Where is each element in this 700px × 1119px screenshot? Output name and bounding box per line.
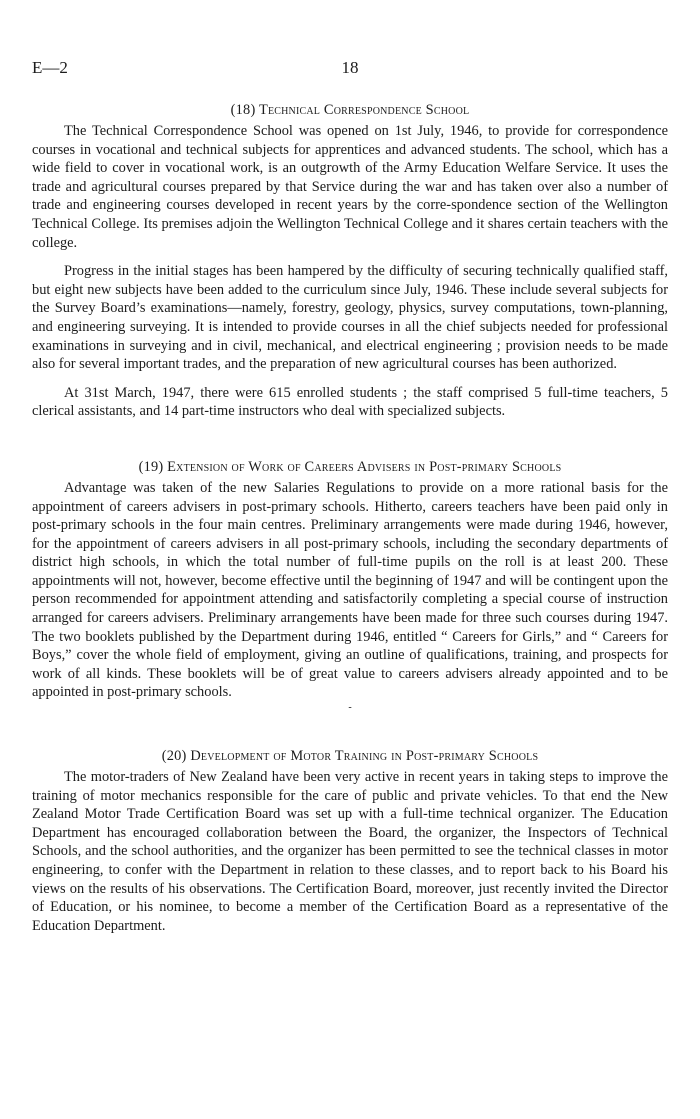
paragraph: The motor-traders of New Zealand have been very active in recent years in taking steps to improve the training of motor mechanics responsible for the care of public and private vehicles. To that end the New Zealand Motor Trade Certification Board was set up with a full-time technical organizer. The Education Department has encouraged collaboration between the Board, the organizer, the Inspectors of Technical Schools, and the school authorities, and the organizer has been permitted to see the technical classes in motor engineering, to confer with the Department in relation to these classes, and to report back to his Board his views on the results of his observations. The Certification Board, moreover, just recently invited the Director of Education, or his nominee, to become a member of the Certification Board as a representative of the Education Department. bbox=[32, 769, 668, 934]
paragraph: Advantage was taken of the new Salaries Regulations to provide on a more rational basis for the appointment of careers advisers in post-primary schools. Hitherto, careers teachers have been paid only in post-primary schools in the four main centres. Preliminary arrangements were made during 1946, however, for the appointment of careers advisers in all post-primary schools, including the secondary departments of district high schools, in which the total number of full-time pupils on the roll is at least 200. These appointments will not, however, become effective until the beginning of 1947 and will be contingent upon the person recommended for appointment attending and satisfactorily completing a special course of instruction arranged for careers advisers. Preliminary arrangements have been made for three such courses during 1947. The two booklets published by the Department during 1946, entitled “ Careers for Girls,” and “ Careers for Boys,” cover the whole field of employment, giving an outline of qualifications, training, and prospects for work of all kinds. These booklets will be of great value to careers advisers already appointed and to be appointed in post-primary schools. bbox=[32, 479, 668, 701]
paragraph: At 31st March, 1947, there were 615 enrolled students ; the staff comprised 5 full-time teachers, 5 clerical assistants, and 14 part-time instructors who deal with specialized subjects. bbox=[32, 384, 668, 420]
paragraph: Progress in the initial stages has been hampered by the difficulty of securing technically qualified staff, but eight new subjects have been added to the curriculum since July, 1946. These include several subjects for the Survey Board’s examinations—namely, forestry, geology, physics, survey computations, town-planning, and engineering surveying. It is intended to provide courses in all the chief subjects needed for professional examinations in surveying and in civil, mechanical, and electrical engineering ; provision needs to be made also for several important trades, and the preparation of new agricultural courses has been authorized. bbox=[32, 263, 668, 373]
section-heading: (19) Extension of Work of Careers Advisers in Post-primary Schools bbox=[138, 458, 562, 475]
running-head bbox=[32, 58, 668, 80]
section-18 bbox=[32, 100, 668, 421]
section-20 bbox=[32, 746, 668, 935]
section-marker: - bbox=[348, 702, 352, 714]
document-body bbox=[32, 100, 668, 935]
section-19 bbox=[32, 457, 668, 702]
section-heading: (18) Technical Correspondence School bbox=[230, 102, 470, 118]
section-heading: (20) Development of Motor Training in Post-primary Schools bbox=[161, 748, 539, 765]
document-reference: E—2 bbox=[32, 58, 68, 77]
paragraph: The Technical Correspondence School was opened on 1st July, 1946, to provide for correspondence courses in vocational and technical subjects for apprentices and advanced students. The school, which has a wide field to cover in vocational work, is an outgrowth of the Army Education Welfare Service. It uses the trade and agricultural courses prepared by that Service during the war and has taken over also a number of trade and engineering courses developed in recent years by the corre-spondence section of the Wellington Technical College. Its premises adjoin the Wellington Technical College and it shares certain teachers with the college. bbox=[32, 123, 668, 251]
page-number: 18 bbox=[341, 58, 359, 77]
